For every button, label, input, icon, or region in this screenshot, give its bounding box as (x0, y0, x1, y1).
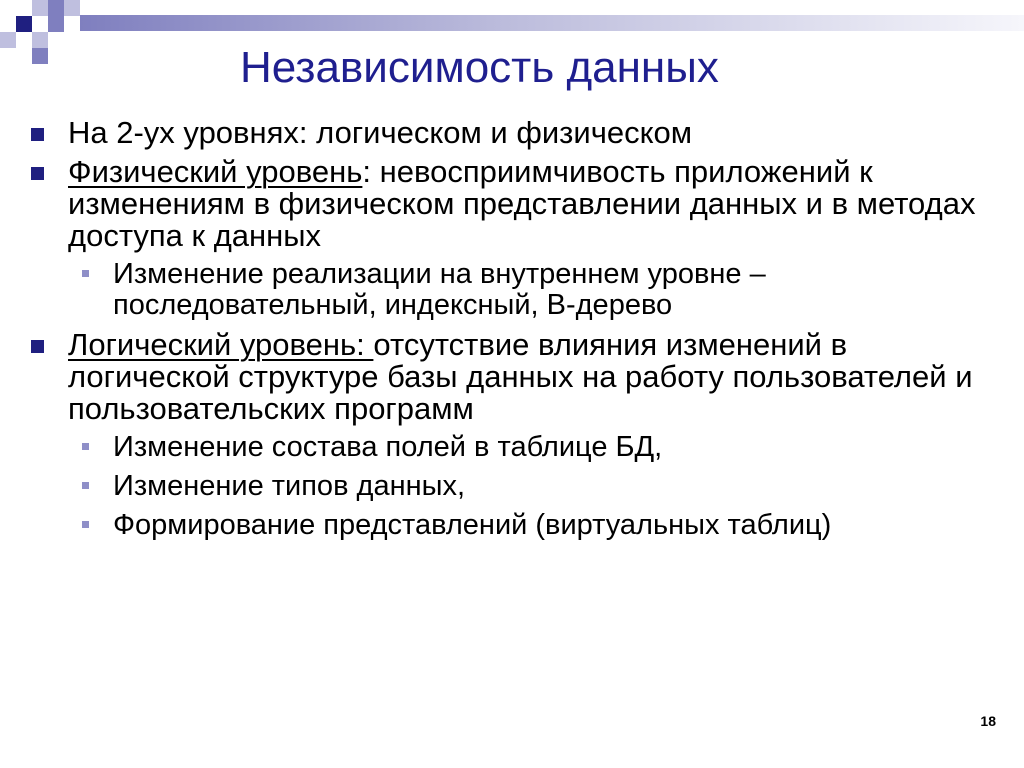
sub-bullet-text: Изменение реализации на внутреннем уровне – последовательный, индексный, В-дерево (113, 258, 766, 321)
small-square-bullet-icon (82, 443, 89, 450)
deco-square (32, 32, 48, 48)
deco-square (32, 48, 48, 64)
small-square-bullet-icon (82, 482, 89, 489)
sub-bullet-item (28, 432, 1003, 463)
deco-square (32, 0, 48, 16)
deco-square (48, 16, 64, 32)
sub-bullet-text: Формирование представлений (виртуальных таблиц) (113, 509, 832, 541)
square-bullet-icon (31, 167, 44, 180)
sub-bullet-item (28, 471, 1003, 502)
sub-bullet-text: Изменение состава полей в таблице БД, (113, 431, 663, 463)
slide-title: Независимость данных (240, 43, 719, 92)
sub-bullet-text: Изменение типов данных, (113, 470, 466, 502)
bullet-list (28, 117, 1003, 549)
bullet-item (28, 329, 1003, 425)
page-number: 18 (980, 713, 996, 729)
corner-decoration (0, 0, 80, 64)
bullet-text: отсутствие влияния изменений в логической структуре базы данных на работу пользователей и пользовательских программ (68, 327, 973, 426)
bullet-item (28, 156, 1003, 252)
bullet-lead-term: Физический уровень (68, 154, 363, 189)
bullet-text: : невосприимчивость приложений к изменениям в физическом представлении данных и в методах доступа к данных (68, 154, 976, 253)
bullet-text: На 2-ух уровнях: логическом и физическом (68, 115, 693, 150)
deco-square (0, 32, 16, 48)
header-decoration-line (80, 15, 1024, 31)
small-square-bullet-icon (82, 521, 89, 528)
square-bullet-icon (31, 128, 44, 141)
deco-square (64, 0, 80, 16)
deco-square (16, 16, 32, 32)
square-bullet-icon (31, 340, 44, 353)
deco-square (48, 0, 64, 16)
sub-bullet-item (28, 259, 1003, 321)
bullet-item (28, 117, 1003, 149)
sub-bullet-item (28, 510, 1003, 541)
small-square-bullet-icon (82, 270, 89, 277)
bullet-lead-term: Логический уровень: (68, 327, 374, 362)
